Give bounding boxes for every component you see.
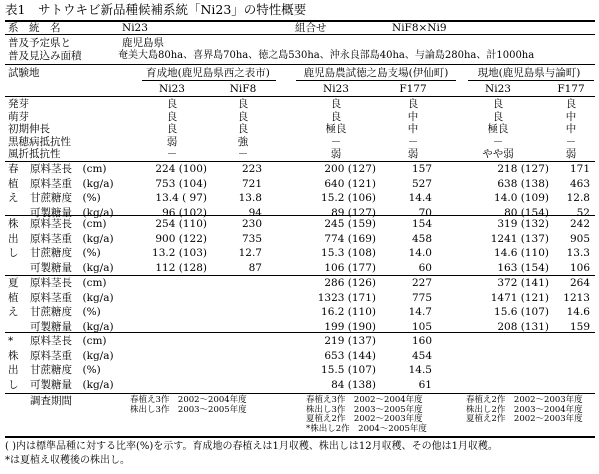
trait-value: 良: [492, 110, 504, 123]
measure-label: 可製糖量 (kg/a): [30, 378, 114, 391]
cross-value: NiF8×Ni9: [392, 22, 447, 34]
measure-value: 1213: [563, 291, 590, 304]
variety-header: Ni23: [323, 83, 349, 95]
period-label: 調査期間: [30, 395, 72, 407]
site-3: 現地(鹿児島県与論町): [477, 67, 581, 79]
measure-label: 可製糖量 (kg/a): [30, 261, 114, 274]
measure-value: 163 (154): [497, 261, 549, 274]
measure-value: 199 (190): [324, 320, 376, 333]
measure-value: 900 (122): [155, 232, 207, 245]
site-2: 鹿児島農試徳之島支場(伊仙町): [303, 67, 449, 79]
group-char: 出: [8, 232, 19, 245]
period-site1: 春植え3作 2002～2004年度: [130, 395, 247, 405]
variety-header: F177: [557, 83, 585, 95]
rule-line: [5, 275, 595, 276]
period-site1: 株出し3作 2003～2005年度: [130, 404, 247, 415]
measure-value: 14.4: [408, 192, 432, 204]
measure-label: 原料茎重 (kg/a): [30, 349, 114, 362]
rule-line: [5, 161, 595, 162]
measure-value: 640 (121): [324, 177, 376, 190]
measure-value: 721: [241, 177, 262, 190]
group-char: 植: [8, 291, 19, 304]
measure-value: 157: [411, 163, 432, 175]
trait-value: 弱: [330, 148, 342, 161]
measure-value: 286 (126): [324, 277, 376, 289]
measure-value: 319 (132): [497, 218, 549, 230]
group-char: 株: [8, 349, 19, 362]
measure-value: 1241 (137): [490, 232, 549, 245]
rule-line: [5, 96, 595, 97]
trait-value: 極良: [325, 123, 347, 136]
measure-label: 甘蔗糖度 (%): [30, 247, 101, 259]
area-detail: 奄美大島80ha、喜界島70ha、徳之島530ha、沖永良部島40ha、与論島280ha、計1000ha: [118, 50, 535, 61]
measure-value: 94: [248, 206, 262, 219]
measure-label: 可製糖量 (kg/a): [30, 320, 114, 333]
measure-value: 200 (127): [324, 163, 376, 175]
site-1: 育成地(鹿児島県西之表市): [146, 67, 270, 79]
period-site2: *株出し2作 2004～2005年度: [306, 423, 427, 434]
trait-value: 中: [565, 123, 577, 136]
measure-value: 230: [241, 218, 262, 230]
group-char: 株: [8, 218, 19, 230]
trait-value: 良: [330, 98, 342, 110]
period-site2: 春植え3作 2002～2004年度: [306, 395, 423, 405]
measure-value: 753 (104): [155, 177, 207, 190]
measure-label: 原料茎長 (cm): [30, 163, 107, 175]
measure-value: 254 (110): [155, 218, 207, 230]
measure-value: 12.7: [238, 247, 262, 259]
trait-name: 風折抵抗性: [8, 148, 61, 161]
measure-label: 可製糖量 (kg/a): [30, 206, 114, 219]
strain-label: 系 統 名: [8, 22, 61, 34]
measure-value: 242: [569, 218, 590, 230]
trait-value: 中: [407, 110, 419, 123]
measure-label: 原料茎重 (kg/a): [30, 177, 114, 190]
measure-label: 原料茎長 (cm): [30, 218, 107, 230]
trait-name: 黒穂病抵抗性: [8, 135, 71, 148]
measure-value: 87: [248, 261, 262, 274]
measure-value: 15.6 (107): [494, 306, 549, 318]
variety-header: Ni23: [159, 83, 185, 95]
measure-value: 105: [411, 320, 432, 333]
group-char: し: [8, 247, 19, 259]
measure-value: 15.2 (106): [321, 192, 376, 204]
variety-header: Ni23: [485, 83, 511, 95]
measure-value: 14.7: [408, 306, 432, 318]
measure-value: 112 (128): [155, 261, 207, 274]
area-pref: 鹿児島県: [122, 37, 164, 49]
trait-value: －: [407, 135, 419, 148]
measure-label: 甘蔗糖度 (%): [30, 364, 101, 376]
period-site3: 株出し2作 2003～2004年度: [466, 404, 583, 415]
rule-line: [5, 34, 595, 35]
measure-value: 16.2 (110): [321, 306, 376, 318]
trait-value: －: [565, 135, 577, 148]
underline: [468, 80, 594, 81]
measure-value: 227: [411, 277, 432, 289]
measure-value: 775: [411, 291, 432, 304]
measure-value: 208 (131): [497, 320, 549, 333]
area-label-1: 普及予定県と: [8, 37, 71, 49]
measure-value: 458: [411, 232, 432, 245]
variety-header: NiF8: [229, 83, 257, 95]
measure-value: 13.3: [566, 247, 590, 259]
measure-value: 527: [411, 177, 432, 190]
underline: [142, 80, 276, 81]
measure-label: 原料茎長 (cm): [30, 277, 107, 289]
trait-value: 良: [407, 98, 419, 110]
site-label: 試験地: [8, 67, 40, 79]
period-site3: 春植え2作 2002～2003年度: [466, 395, 583, 405]
period-site2: 夏植え2作 2002～2003年度: [306, 414, 423, 424]
measure-value: 160: [411, 335, 432, 347]
measure-value: 13.4 ( 97): [155, 192, 207, 204]
group-char: 春: [8, 163, 19, 175]
measure-value: 154: [411, 218, 432, 230]
measure-value: 15.5 (107): [321, 364, 376, 376]
measure-value: 61: [418, 378, 432, 391]
note-2: *は夏植え収穫後の株出し。: [5, 455, 130, 466]
measure-value: 14.6: [566, 306, 590, 318]
measure-value: 219 (137): [324, 335, 376, 347]
measure-label: 原料茎重 (kg/a): [30, 291, 114, 304]
rule-line: [5, 436, 595, 438]
area-label-2: 普及見込み面積: [8, 50, 82, 62]
trait-value: 良: [237, 110, 249, 123]
measure-value: 171: [569, 163, 590, 175]
group-char: 植: [8, 177, 19, 190]
measure-value: 13.2 (103): [152, 247, 207, 259]
measure-value: 12.8: [566, 192, 590, 204]
measure-value: 159: [569, 320, 590, 333]
trait-name: 初期伸長: [8, 123, 50, 136]
variety-header: F177: [399, 83, 427, 95]
trait-value: やや弱: [482, 148, 514, 161]
trait-value: 中: [407, 123, 419, 136]
measure-label: 原料茎重 (kg/a): [30, 232, 114, 245]
trait-value: 良: [492, 98, 504, 110]
measure-value: 14.6 (110): [494, 247, 549, 259]
rule-line: [5, 393, 595, 394]
trait-name: 萌芽: [8, 110, 29, 123]
trait-value: 強: [237, 135, 249, 148]
underline: [296, 80, 456, 81]
measure-value: 13.8: [238, 192, 262, 204]
measure-value: 774 (169): [324, 232, 376, 245]
measure-value: 60: [418, 261, 432, 274]
measure-label: 原料茎長 (cm): [30, 335, 107, 347]
measure-value: 454: [411, 349, 432, 362]
measure-value: 89 (127): [331, 206, 376, 219]
trait-value: 良: [237, 123, 249, 136]
measure-value: 653 (144): [324, 349, 376, 362]
measure-value: 224 (100): [155, 163, 207, 175]
measure-value: 264: [569, 277, 590, 289]
group-char: 出: [8, 364, 19, 376]
measure-value: 106 (177): [324, 261, 376, 274]
measure-value: 1471 (121): [490, 291, 549, 304]
measure-value: 15.3 (108): [321, 247, 376, 259]
measure-value: 96 (102): [162, 206, 207, 219]
trait-value: 良: [166, 110, 178, 123]
cross-label: 組合せ: [295, 22, 327, 34]
strain-value: Ni23: [122, 22, 148, 34]
measure-value: 245 (159): [324, 218, 376, 230]
trait-value: －: [492, 135, 504, 148]
trait-name: 発芽: [8, 98, 29, 110]
measure-value: 223: [241, 163, 262, 175]
trait-value: 極良: [487, 123, 509, 136]
measure-value: 735: [241, 232, 262, 245]
trait-value: 良: [237, 98, 249, 110]
measure-value: 372 (141): [497, 277, 549, 289]
measure-value: 14.0 (109): [494, 192, 549, 204]
note-1: ( )内は標準品種に対する比率(%)を示す。育成地の春植えは1月収穫、株出しは12月収穫、その他は1月収穫。: [5, 441, 498, 452]
measure-label: 甘蔗糖度 (%): [30, 192, 101, 204]
trait-value: 良: [330, 110, 342, 123]
measure-value: 14.5: [408, 364, 432, 376]
trait-value: －: [330, 135, 342, 148]
trait-value: －: [166, 148, 178, 161]
measure-value: 84 (138): [331, 378, 376, 391]
trait-value: 中: [565, 110, 577, 123]
period-site3: 夏植え2作 2002～2003年度: [466, 414, 583, 424]
measure-value: 638 (138): [497, 177, 549, 190]
measure-value: 106: [569, 261, 590, 274]
measure-label: 甘蔗糖度 (%): [30, 306, 101, 318]
group-char: え: [8, 192, 19, 204]
page-title: 表1 サトウキビ新品種候補系統「Ni23」の特性概要: [5, 2, 307, 17]
group-char: し: [8, 378, 19, 391]
measure-value: 80 (154): [504, 206, 549, 219]
rule-line: [5, 64, 595, 65]
trait-value: 弱: [565, 148, 577, 161]
period-site2: 株出し3作 2003～2005年度: [306, 404, 423, 415]
measure-value: 52: [576, 206, 590, 219]
trait-value: 良: [565, 98, 577, 110]
measure-value: 218 (127): [497, 163, 549, 175]
measure-value: 463: [569, 177, 590, 190]
group-char: *: [8, 335, 14, 347]
measure-value: 905: [569, 232, 590, 245]
measure-value: 70: [418, 206, 432, 219]
trait-value: 弱: [407, 148, 419, 161]
trait-value: －: [237, 148, 249, 161]
measure-value: 1323 (171): [317, 291, 376, 304]
trait-value: 弱: [166, 135, 178, 148]
group-char: え: [8, 306, 19, 318]
group-char: 夏: [8, 277, 19, 289]
trait-value: 良: [166, 123, 178, 136]
trait-value: 良: [166, 98, 178, 110]
measure-value: 14.0: [408, 247, 432, 259]
